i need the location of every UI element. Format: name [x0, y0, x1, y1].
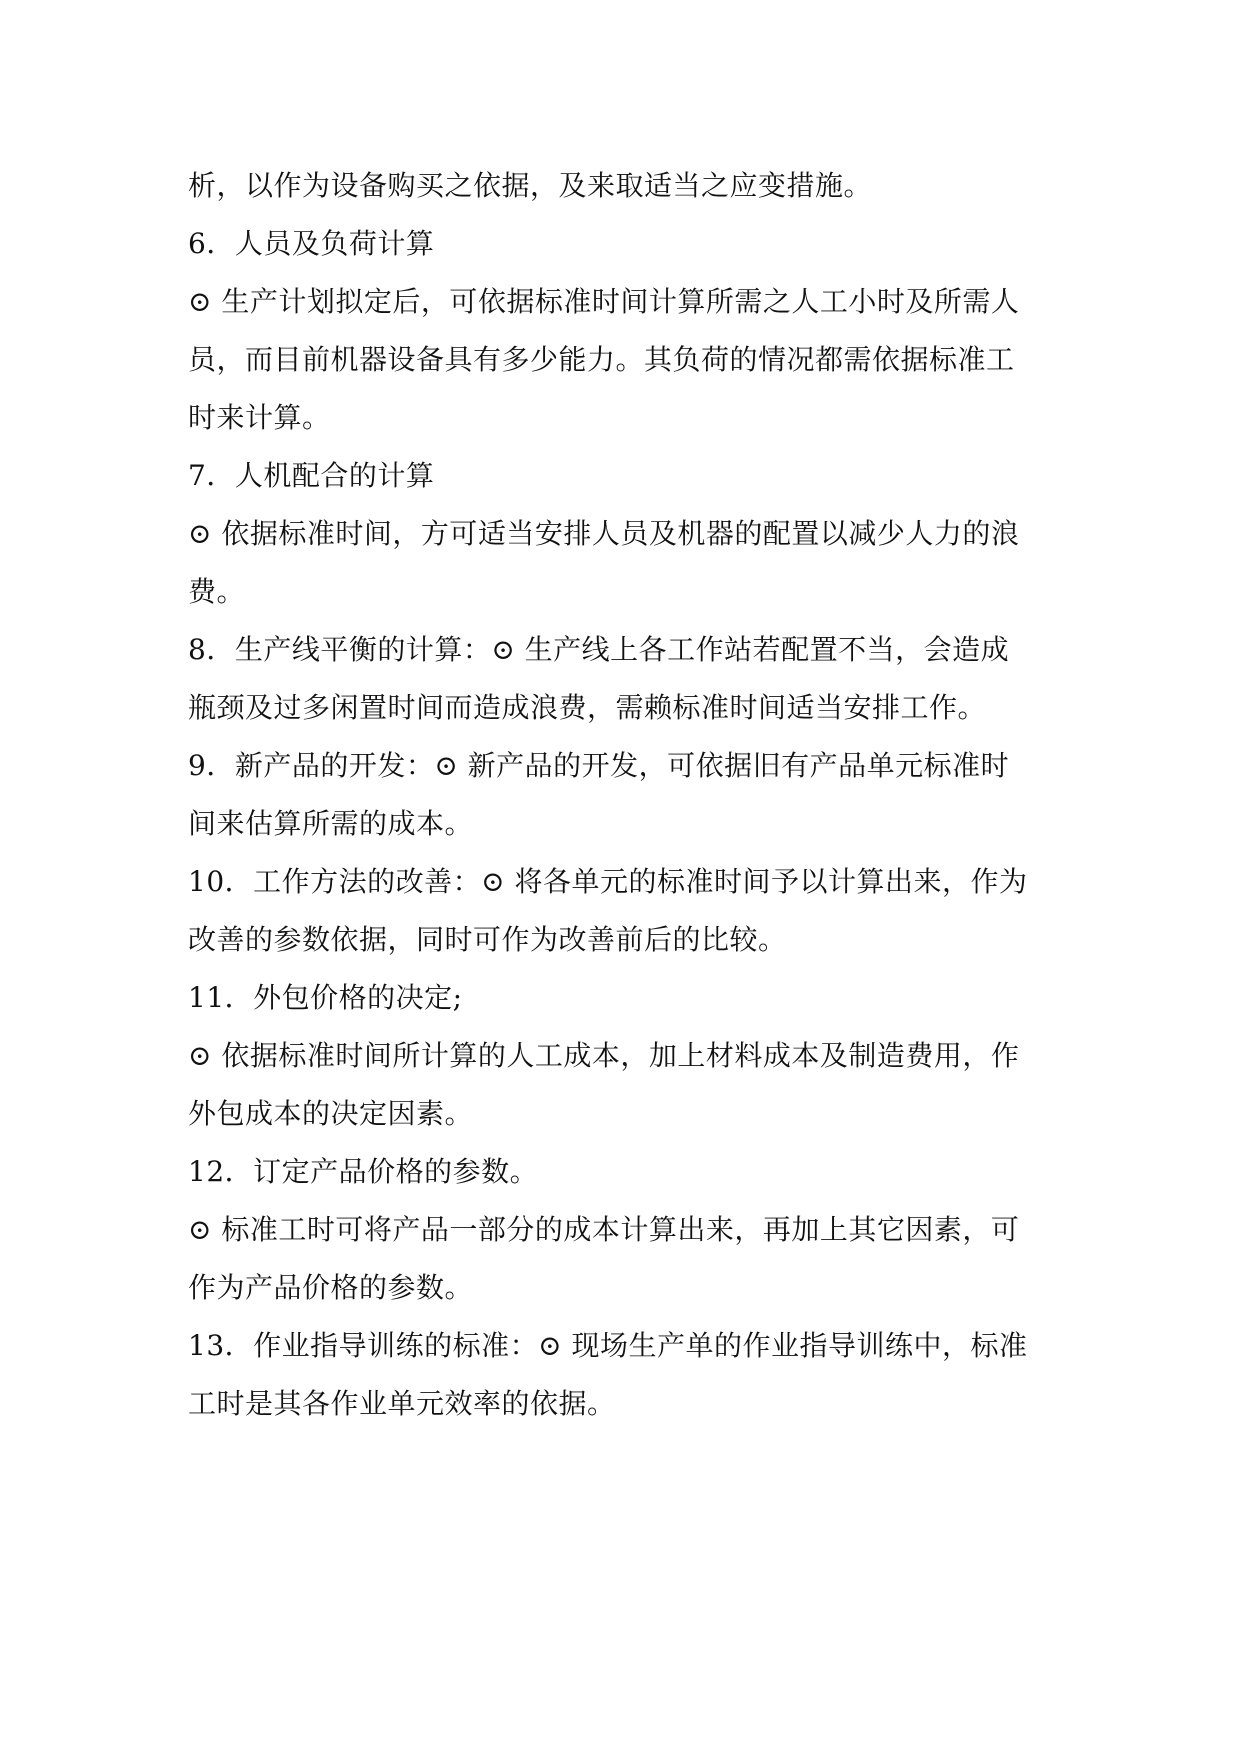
text-line: 作为产品价格的参数。 [188, 1271, 474, 1304]
section-heading-9: 9．新产品的开发：⊙ 新产品的开发，可依据旧有产品单元标准时 [188, 749, 1010, 782]
text-line: 员，而目前机器设备具有多少能力。其负荷的情况都需依据标准工 [188, 343, 1015, 376]
section-heading-11: 11．外包价格的决定; [188, 981, 463, 1014]
text-line: 时来计算。 [188, 401, 331, 434]
text-line: 析，以作为设备购买之依据，及来取适当之应变措施。 [188, 169, 873, 202]
text-line: 瓶颈及过多闲置时间而造成浪费，需赖标准时间适当安排工作。 [188, 691, 987, 724]
text-line: ⊙ 依据标准时间，方可适当安排人员及机器的配置以减少人力的浪 [188, 517, 1020, 550]
text-line: 间来估算所需的成本。 [188, 807, 474, 840]
text-line: 改善的参数依据，同时可作为改善前后的比较。 [188, 923, 787, 956]
section-heading-12: 12．订定产品价格的参数。 [188, 1155, 539, 1188]
section-heading-7: 7．人机配合的计算 [188, 459, 435, 492]
text-line: ⊙ 依据标准时间所计算的人工成本，加上材料成本及制造费用，作 [188, 1039, 1020, 1072]
text-line: 费。 [188, 575, 246, 608]
section-heading-13: 13．作业指导训练的标准：⊙ 现场生产单的作业指导训练中，标准 [188, 1329, 1028, 1362]
section-heading-8: 8．生产线平衡的计算：⊙ 生产线上各工作站若配置不当，会造成 [188, 633, 1010, 666]
text-line: 工时是其各作业单元效率的依据。 [188, 1387, 616, 1420]
text-line: 外包成本的决定因素。 [188, 1097, 474, 1130]
text-line: ⊙ 标准工时可将产品一部分的成本计算出来，再加上其它因素，可 [188, 1213, 1020, 1246]
text-line: ⊙ 生产计划拟定后，可依据标准时间计算所需之人工小时及所需人 [188, 285, 1020, 318]
section-heading-10: 10．工作方法的改善：⊙ 将各单元的标准时间予以计算出来，作为 [188, 865, 1028, 898]
section-heading-6: 6．人员及负荷计算 [188, 227, 435, 260]
